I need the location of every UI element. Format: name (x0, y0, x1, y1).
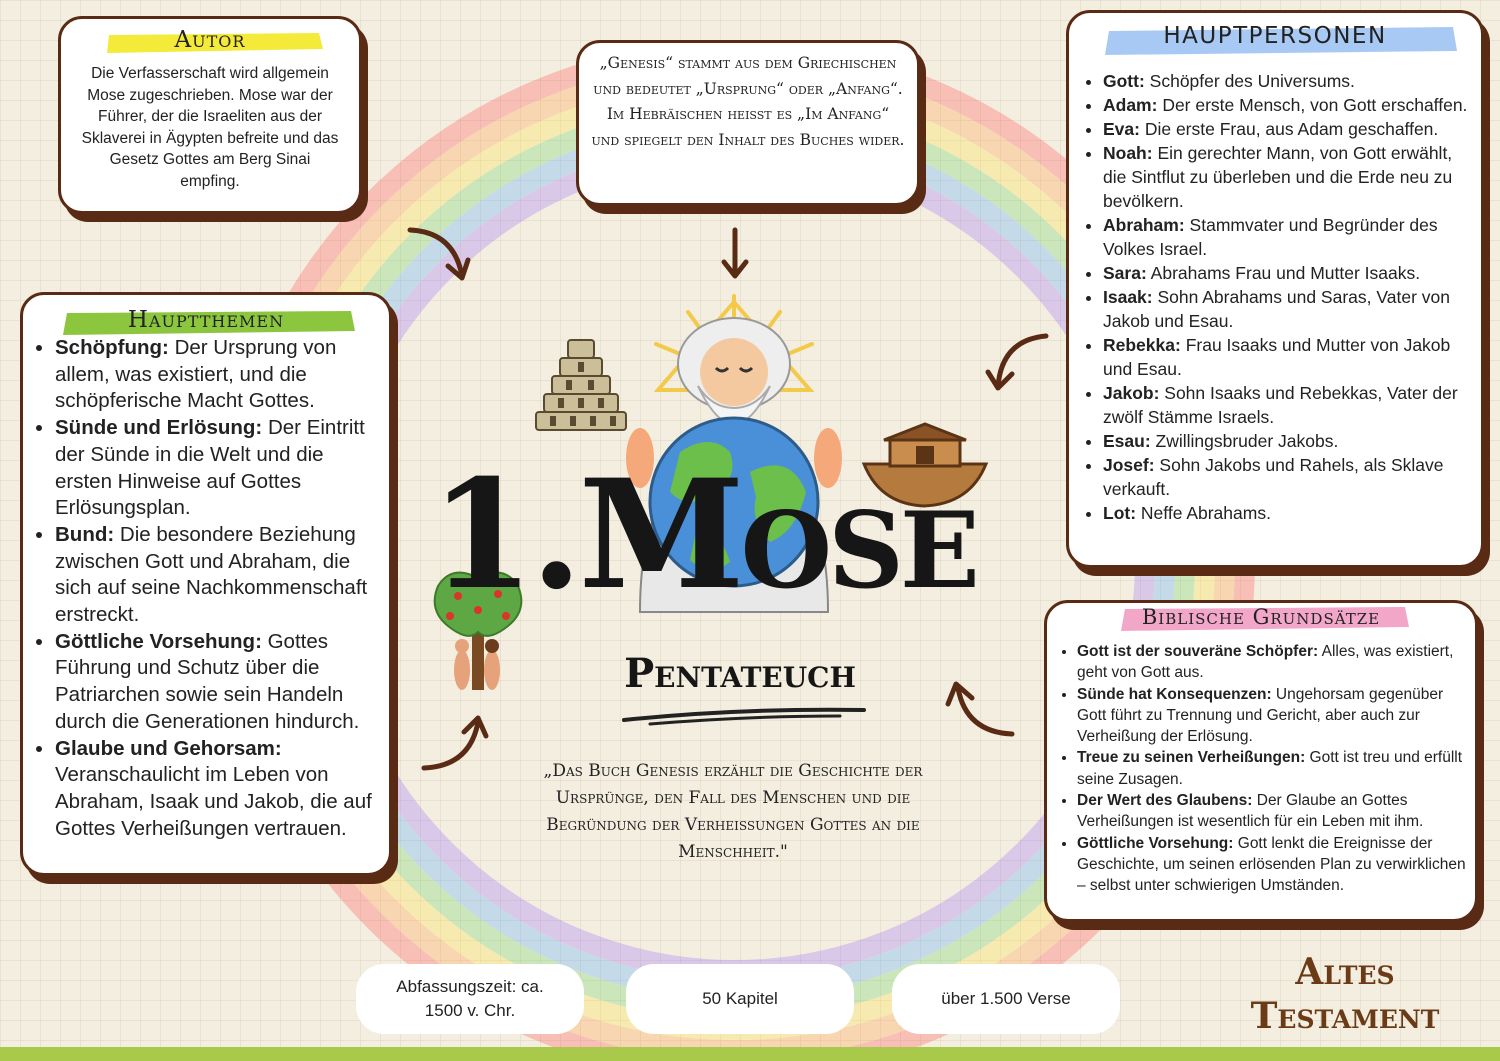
item-description: Neffe Abrahams. (1136, 503, 1271, 523)
item-description: Der Glaube an Gottes Verheißungen ist wesentlich für ein Leben mit ihm. (1077, 792, 1424, 831)
main-themes-card (20, 292, 392, 876)
item-name: Rebekka: (1103, 335, 1181, 355)
item-description: Gott ist treu und erfüllt seine Zusagen. (1077, 749, 1463, 788)
item-description: Die besondere Beziehung zwischen Gott und Abraham, die sich auf seine Nachkommenschaft erstreckt. (55, 522, 368, 627)
item-name: Gott: (1103, 71, 1145, 91)
main-themes-item (55, 335, 383, 415)
main-people-item (1103, 333, 1475, 381)
main-people-item (1103, 501, 1475, 525)
genesis-note-card (576, 40, 920, 206)
main-people-item (1103, 261, 1475, 285)
main-people-card (1066, 10, 1484, 568)
fact-chapters (626, 964, 854, 1034)
principles-item (1077, 790, 1473, 833)
principles-list (1055, 641, 1473, 897)
item-description: Frau Isaaks und Mutter von Jakob und Esau. (1103, 335, 1451, 379)
arrow-from-principles (944, 678, 1018, 742)
item-description: Veranschaulicht im Leben von Abraham, Isaak und Jakob, die auf Gottes Verheißungen vertrauen. (55, 763, 372, 840)
main-themes-list (33, 335, 383, 842)
item-name: Isaak: (1103, 287, 1153, 307)
main-themes-item (55, 415, 383, 522)
item-name: Göttliche Vorsehung: (1077, 834, 1234, 852)
item-name: Adam: (1103, 95, 1158, 115)
item-description: Abrahams Frau und Mutter Isaaks. (1146, 263, 1421, 283)
item-description: Sohn Isaaks und Rebekkas, Vater der zwölf Stämme Israels. (1103, 383, 1458, 427)
item-name: Treue zu seinen Verheißungen: (1077, 749, 1306, 767)
fact-composition-time-text: Abfassungszeit: ca. 1500 v. Chr. (396, 977, 544, 1020)
main-people-item (1103, 213, 1475, 261)
item-description: Der Ursprung von allem, was existiert, und die schöpferische Macht Gottes. (55, 336, 337, 413)
main-people-item (1103, 117, 1475, 141)
main-people-item (1103, 69, 1475, 93)
item-name: Sünde und Erlösung: (55, 416, 263, 440)
principles-item (1077, 641, 1473, 684)
item-name: Gott ist der souveräne Schöpfer: (1077, 643, 1319, 660)
item-name: Göttliche Vorsehung: (55, 629, 262, 653)
subtitle-underline (620, 704, 870, 728)
fact-verses-text: über 1.500 Verse (941, 989, 1071, 1008)
item-name: Sünde hat Konsequenzen: (1077, 685, 1272, 703)
item-description: Gott lenkt die Ereignisse der Geschichte, um seinen erlösenden Plan zu verwirklichen – selbst unter schwierigen Umständen. (1077, 834, 1466, 895)
item-name: Jakob: (1103, 383, 1160, 403)
item-name: Noah: (1103, 143, 1153, 163)
genesis-note-text: „Genesis“ stammt aus dem Griechischen und bedeutet „Ursprung“ oder „Anfang“. Im Hebräischen heisst es „Im Anfang“ und spiegelt den Inhalt des Buches wider. (591, 54, 905, 149)
main-people-item (1103, 93, 1475, 117)
item-description: Sohn Abrahams und Saras, Vater von Jakob und Esau. (1103, 287, 1450, 331)
item-description: Die erste Frau, aus Adam geschaffen. (1139, 119, 1439, 139)
item-name: Bund: (55, 522, 115, 546)
item-description: Der erste Mensch, von Gott erschaffen. (1157, 95, 1468, 115)
item-description: Ein gerechter Mann, von Gott erwählt, die Sintflut zu überleben und die Erde neu zu bevölkern. (1103, 143, 1453, 211)
principles-item (1077, 833, 1473, 897)
main-people-item (1103, 141, 1475, 213)
author-heading: Autor (174, 27, 246, 53)
bottom-strip (0, 1047, 1500, 1061)
item-description: Schöpfer des Universums. (1144, 71, 1355, 91)
genesis-quote: „Das Buch Genesis erzählt die Geschichte der Ursprünge, den Fall des Menschen und die Begründung der Verheissungen Gottes an die Menschheit." (543, 761, 923, 862)
principles-heading: Biblische Grundsätze (1141, 605, 1381, 629)
item-description: Gottes Führung und Schutz über die Patriarchen sowie sein Handeln durch die Generationen hindurch. (55, 629, 360, 733)
main-themes-item (55, 736, 383, 843)
main-people-list (1081, 69, 1475, 525)
item-description: Ungehorsam gegenüber Gott führt zu Trennung und Gericht, aber auch zur Verheißung der Erlösung. (1077, 685, 1444, 746)
author-card (58, 16, 362, 214)
book-title: 1.Mose (430, 447, 976, 623)
item-description: Stammvater und Begründer des Volkes Israel. (1103, 215, 1438, 259)
fact-verses (892, 964, 1120, 1034)
principles-card (1044, 600, 1478, 922)
old-testament-line1: Altes (1295, 951, 1395, 993)
main-people-heading: HAUPTPERSONEN (1163, 23, 1387, 49)
author-text: Die Verfasserschaft wird allgemein Mose zugeschrieben. Mose war der Führer, der die Israeliten aus der Sklaverei in Ägypten befreite und das Gesetz Gottes am Berg Sinai empfing. (81, 65, 339, 190)
main-people-item (1103, 285, 1475, 333)
book-subtitle: Pentateuch (624, 650, 856, 697)
item-name: Esau: (1103, 431, 1151, 451)
item-name: Josef: (1103, 455, 1155, 475)
item-name: Glaube und Gehorsam: (55, 736, 282, 760)
item-name: Der Wert des Glaubens: (1077, 792, 1253, 810)
principles-item (1077, 747, 1473, 790)
main-themes-item (55, 522, 383, 629)
main-people-item (1103, 429, 1475, 453)
item-name: Abraham: (1103, 215, 1185, 235)
item-description: Zwillingsbruder Jakobs. (1150, 431, 1339, 451)
arrow-from-note (720, 226, 750, 282)
item-description: Alles, was existiert, geht von Gott aus. (1077, 643, 1454, 682)
main-people-item (1103, 453, 1475, 501)
item-name: Eva: (1103, 119, 1140, 139)
principles-item (1077, 684, 1473, 748)
main-themes-heading: Hauptthemen (127, 307, 285, 333)
main-people-item (1103, 381, 1475, 429)
old-testament-label (1230, 950, 1460, 1038)
arrow-from-people (982, 330, 1052, 394)
arrow-from-themes (418, 712, 492, 776)
item-description: Der Eintritt der Sünde in die Welt und die ersten Hinweise auf Gottes Erlösungsplan. (55, 416, 365, 520)
arrow-from-author (404, 222, 474, 286)
item-name: Schöpfung: (55, 336, 169, 359)
tower-of-babel-icon (526, 324, 636, 434)
fact-composition-time (356, 964, 584, 1034)
main-themes-item (55, 629, 383, 736)
fact-chapters-text: 50 Kapitel (702, 989, 778, 1008)
old-testament-line2: Testament (1250, 995, 1440, 1037)
item-name: Lot: (1103, 503, 1137, 523)
item-name: Sara: (1103, 263, 1147, 283)
item-description: Sohn Jakobs und Rahels, als Sklave verkauft. (1103, 455, 1444, 499)
